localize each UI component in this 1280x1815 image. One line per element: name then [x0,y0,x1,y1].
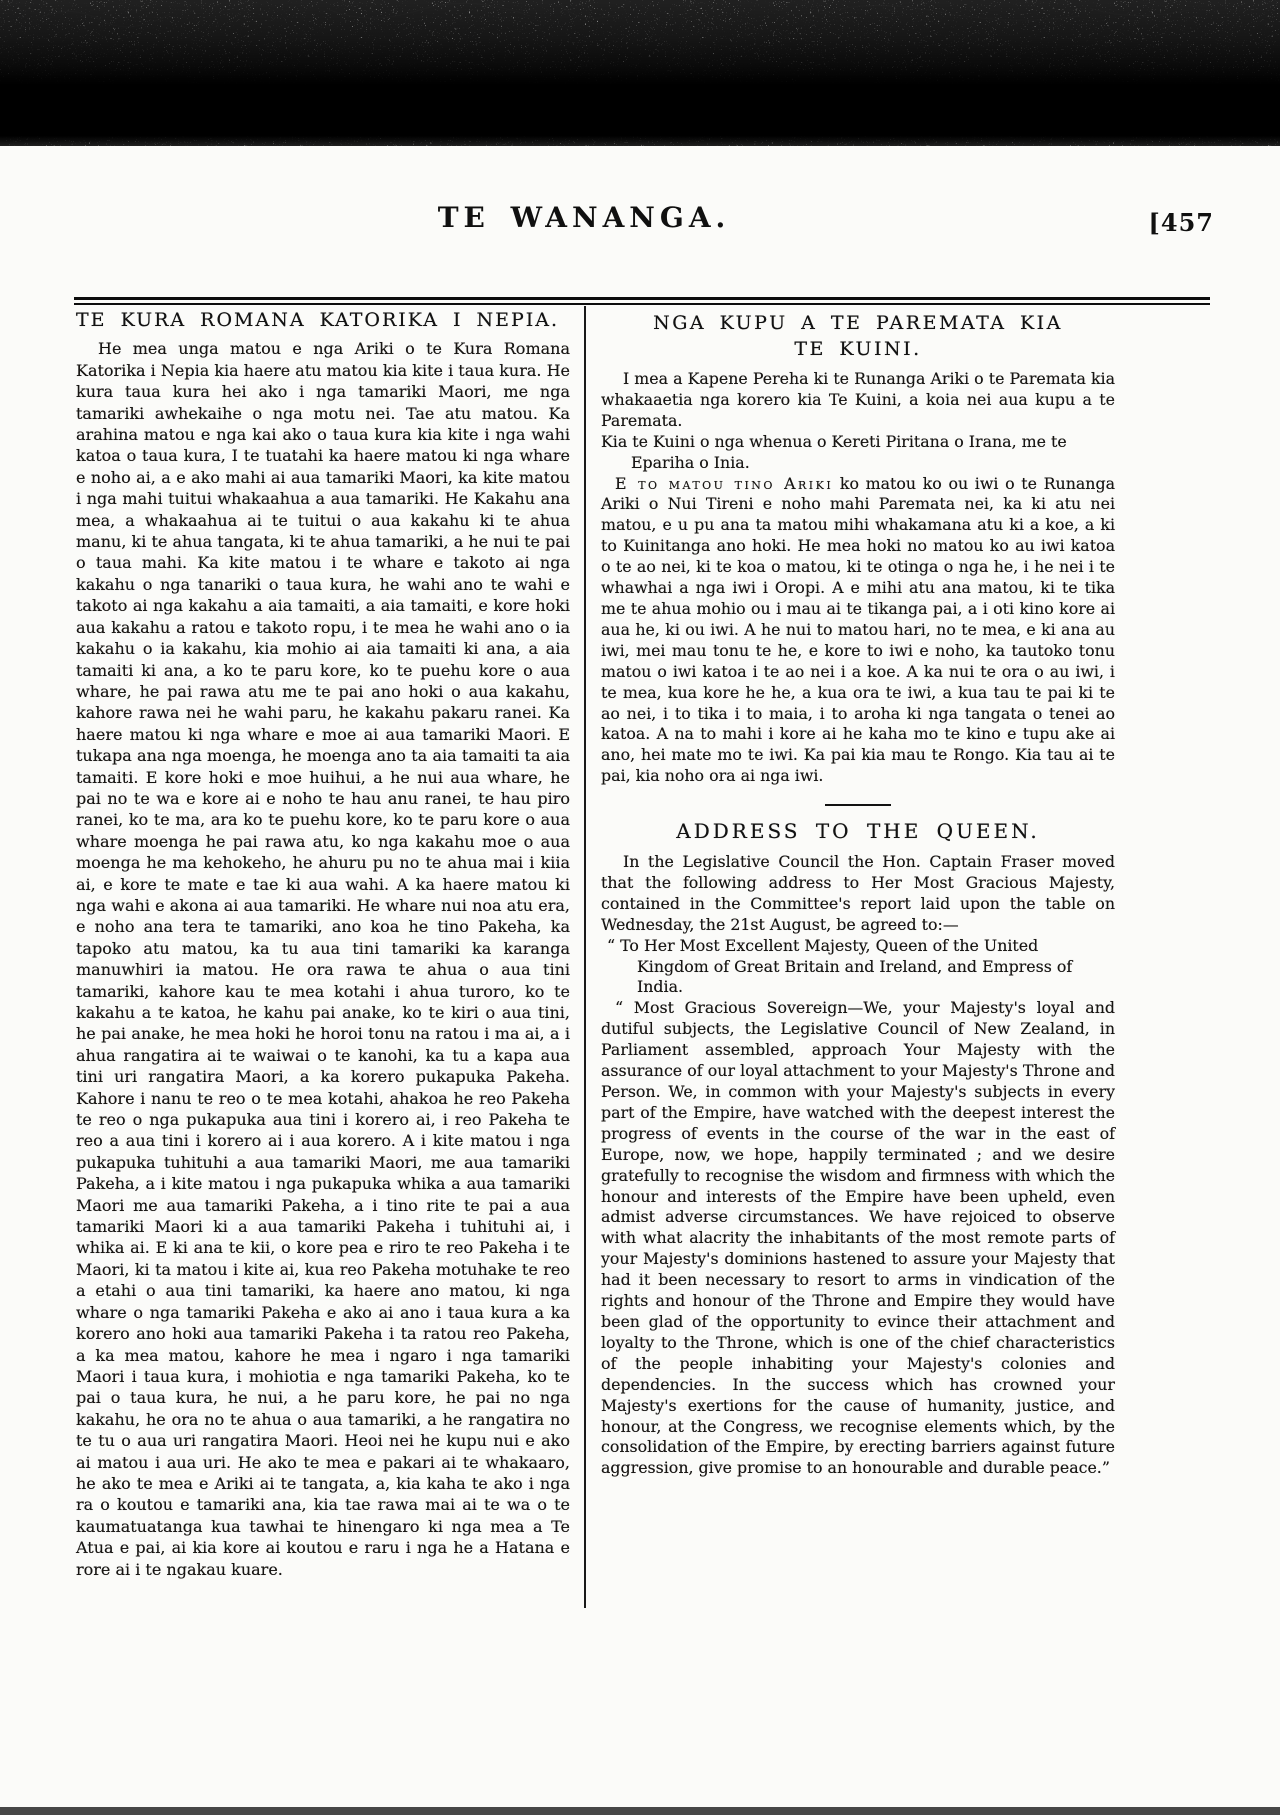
masthead-row [0,201,1280,234]
left-column [76,310,570,1580]
parliament-article-body [601,474,1115,788]
newspaper-title: TE WANANGA. [437,201,731,234]
page-bottom-scan-edge [0,1807,1280,1815]
parliament-article-body-text: ko matou ko ou iwi o te Runanga Ariki o Nui Tireni e noho mahi Paremata nei, ka ki atu nei matou, e u pu ana ta matou mihi whakamana atu ki a koe, a ki to Kuinitanga ano hoki. He mea hoki no matou ko au iwi katoa o te ao nei, ki te koa o matou, ki te otinga o nga he, i he nei i te whawhai a nga iwi i Oropi. A e mihi atu ana matou, ki te tika me te ahua mohio ou i mau ai te tikanga pai, a i oti kino kore ai aua he, ki ou iwi. A he nui to matou hari, no te mea, e ki ana au iwi, mei mau tonu te he, e kore to iwi e noho, ka tautoko tonu matou o iwi katoa i te ao nei i a koe. A ka nui te ora o au iwi, i te mea, kua kore he he, a kua ora te iwi, a kua tau te pai ki te ao nei, i to tika i to maia, i to aroha ki nga tangata o tenei ao katoa. A na to mahi i kore ai he kaha mo te kino e tupu ake ai ano, hei mate mo te iwi. Ka pai kia mau te Rongo. Kia tau ai te pai, kia noho ora ai nga iwi. [601,473,1115,786]
parliament-article-heading: NGA KUPU A TE PAREMATA KIA TE KUINI. [653,312,1063,360]
page-number: [457 [1148,208,1214,237]
parliament-article-salutation: Kia te Kuini o nga whenua o Kereti Piritana o Irana, me te Epariha o Inia. [601,431,1067,472]
masthead-divider-rule [74,297,1210,305]
queen-address-intro: In the Legislative Council the Hon. Captain Fraser moved that the following address to Her Most Gracious Majesty, contained in the Committee's report laid upon the table on Wednesday, the 21st August, be agreed to:— [601,852,1115,934]
right-column [601,310,1115,1479]
queen-address-heading: ADDRESS TO THE QUEEN. [676,819,1040,844]
parliament-article-lead-caps: E to matou tino Ariki [615,473,834,493]
queen-address-recipient: “ To Her Most Excellent Majesty, Queen of the United Kingdom of Great Britain and Ireland, and Empress of India. [607,935,1073,997]
article-separator-rule [825,804,891,806]
column-divider-rule [584,306,586,1608]
page-top-scan-texture [0,0,1280,146]
queen-address-body: “ Most Gracious Sovereign—We, your Majesty's loyal and dutiful subjects, the Legislative Council of New Zealand, in Parliament assembled, approach Your Majesty with the assurance of our loyal attachment to your Majesty's Throne and Person. We, in common with your Majesty's subjects in every part of the Empire, have watched with the deepest interest the progress of events in the course of the war in the east of Europe, now, we hope, happily terminated ; and we desire gratefully to recognise the wisdom and firmness with which the honour and interests of the Empire have been upheld, even admist adverse circumstances. We have rejoiced to observe with what alacrity the inhabitants of the most remote parts of your Majesty's dominions hastened to assure your Majesty that had it been necessary to resort to arms in vindication of the rights and honour of the Throne and Empire they would have been glad of the opportunity to evince their attachment and loyalty to the Throne, which is one of the chief characteristics of the people inhabiting your Majesty's colonies and dependencies. In the success which has crowned your Majesty's exertions for the cause of humanity, justice, and honour, at the Congress, we recognise elements which, by the consolidation of the Empire, by erecting barriers against future aggression, give promise to an honourable and durable peace.” [601,998,1115,1478]
left-article-heading: TE KURA ROMANA KATORIKA I NEPIA. [76,309,560,331]
parliament-article-intro: I mea a Kapene Pereha ki te Runanga Ariki o te Paremata kia whakaaetia nga korero kia Te Kuini, a koia nei aua kupu a te Paremata. [601,369,1115,430]
left-article-body: He mea unga matou e nga Ariki o te Kura Romana Katorika i Nepia kia haere atu matou kia kite i taua kura. He kura taua kura hei ako i nga tamariki Maori, me nga tamariki awhekaihe o nga motu nei. Tae atu matou. Ka arahina matou e nga kai ako o taua kura kia kite i nga wahi katoa o taua kura, I te tuatahi ka haere matou ki nga whare e noho ai, a e ako mahi ai aua tamariki Maori, ka kite matou i nga mahi tuitui whakaahua a aua tamariki. He Kakahu ana mea, a whakaahua ai te tuitui o aua kakahu ki te ahua manu, ki te ahua tangata, ki te ahua tamariki, a he nui te pai o taua mahi. Ka kite matou i te whare e takoto ai nga kakahu o nga tanariki o taua kura, he wahi ano te wahi e takoto ai nga kakahu a aia tamaiti, a aia tamaiti, e kore hoki aua kakahu a ratou e takoto ropu, i te mea he wahi ano o ia kakahu o ia kakahu, kia mohio ai aia tamaiti ki ana, a aia tamaiti ki ana, a ko te paru kore, ko te puehu kore o aua whare, he pai rawa atu me te pai ano hoki o aua kakahu, kahore rawa nei he wahi paru, he kakahu pakaru ranei. Ka haere matou ki nga whare e moe ai aua tamariki Maori. E tukapa ana nga moenga, he moenga ano ta aia tamaiti ta aia tamaiti. E kore hoki e moe huihui, a he nui aua whare, he pai no te wa e kore ai e noho te hau anu ranei, te hau piro ranei, ko te ma, ara ko te puehu kore, ko te paru kore o aua whare moenga he pai rawa atu, ko nga kakahu moe o aua moenga he ma kehokeho, he ahuru pu no te ahua mai i kiia ai, e kore te mate e tae ki aua wahi. A ka haere matou ki nga wahi e akona ai aua tamariki. He whare nui noa atu era, e noho ana tera te tamariki, ano koa he tino Pakeha, ka tapoko atu matou, ka tu aua tini tamariki ka karanga manuwhiri ia matou. He ora rawa te ahua o aua tini tamariki, kahore kau te mea kotahi i ahua turoro, ko te kakahu a te katoa, he kahu pai anake, ko te kiri o aua tini, he pai anake, he mea hoki he horoi tonu na ratou i ma ai, a i ahua rangatira ai te waiwai o te kanohi, ka tu a kapa aua tini uri rangatira Maori, a ka korero pukapuka Pakeha. Kahore i nanu te reo o te mea kotahi, ahakoa he reo Pakeha te reo o nga pukapuka aua tini i korero ai, i reo Pakeha te reo a aua tini i korero ai i aua korero. A i kite matou i nga pukapuka tuhituhi a aua tamariki Maori, me aua tamariki Pakeha, a i kite matou i nga pukapuka whika a aua tamariki Maori me aua tamariki Pakeha, a i tino rite te pai a aua tamariki Maori ki a aua tamariki Pakeha i tuhituhi ai, i whika ai. E ki ana te kii, o kore pea e riro te reo Pakeha i te Maori, ki ta matou i kite ai, kua reo Pakeha motuhake te reo a etahi o aua tini tamariki, ka haere ano matou, ki nga whare o nga tamariki Pakeha e ako ai ano i taua kura a ka korero ano hoki aua tamariki Pakeha i ta ratou reo Pakeha, a ka mea matou, kahore he mea i ngaro i nga tamariki Maori i taua kura, i mohiotia e nga tamariki Pakeha, ko te pai o taua kura, he nui, a he paru kore, he pai no nga kakahu, he ora no te ahua o aua tamariki, a he rangatira no te tu o aua uri rangatira Maori. Heoi nei he kupu nui e ako ai matou i aua uri. He ako te mea e pakari ai te whakaaro, he ako te mea e Ariki ai te tangata, a, kia kaha te ako i nga ra o koutou e tamariki ana, kia tae rawa mai ai te wa o te kaumatuatanga kua tawhai te hinengaro ki nga mea a Te Atua e pai, ai kia kore ai koutou e raru i nga he a Hatana e rore ai i te ngakau kuare. [76,339,570,1579]
